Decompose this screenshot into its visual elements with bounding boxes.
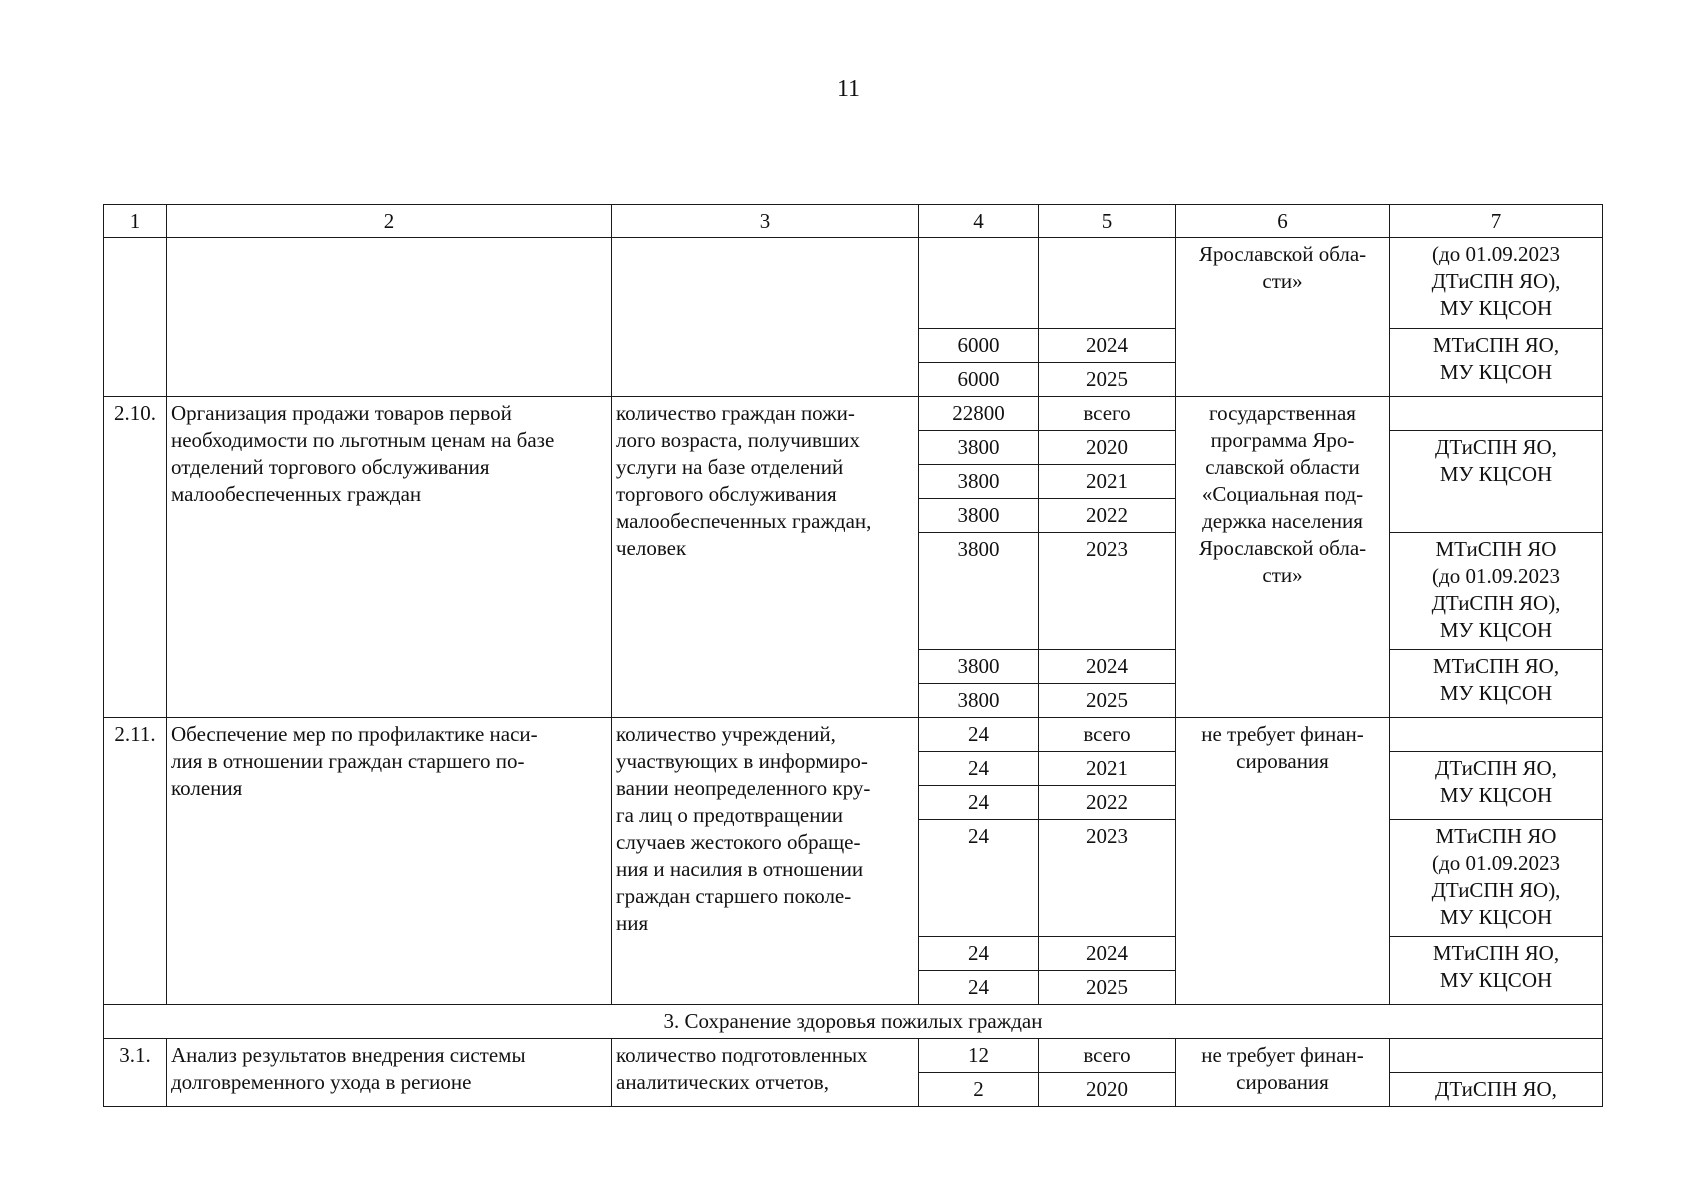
value-cell: 24 [919,752,1039,786]
year-cell: 2021 [1039,752,1176,786]
item-name-cell [167,238,612,397]
header-cell: 7 [1390,205,1603,238]
item-number-cell: 2.11. [104,718,167,1005]
value-cell: 3800 [919,684,1039,718]
executor-cell: ДТиСПН ЯО, [1390,1073,1603,1107]
year-cell: 2024 [1039,329,1176,363]
year-cell: 2021 [1039,465,1176,499]
header-cell: 3 [612,205,919,238]
value-cell: 24 [919,718,1039,752]
item-name-cell: Обеспечение мер по профилактике наси- лия в отношении граждан старшего по- коления [167,718,612,1005]
value-cell: 12 [919,1039,1039,1073]
item-name-cell: Организация продажи товаров первой необходимости по льготным ценам на базе отделений торгового обслуживания малообеспеченных граждан [167,397,612,718]
executor-cell: (до 01.09.2023 ДТиСПН ЯО), МУ КЦСОН [1390,238,1603,329]
item-name-cell: Анализ результатов внедрения системы долговременного ухода в регионе [167,1039,612,1107]
executor-cell: МТиСПН ЯО, МУ КЦСОН [1390,650,1603,718]
section-heading-row [104,1005,1603,1039]
year-cell: всего [1039,1039,1176,1073]
year-cell: 2022 [1039,786,1176,820]
value-cell: 22800 [919,397,1039,431]
year-cell: всего [1039,397,1176,431]
table-row [104,718,1603,752]
indicator-cell: количество учреждений, участвующих в информиро- вании неопределенного кру- га лиц о предотвращении случаев жестокого обраще- ния и насилия в отношении граждан старшего поколе- ния [612,718,919,1005]
executor-cell: МТиСПН ЯО (до 01.09.2023 ДТиСПН ЯО), МУ КЦСОН [1390,533,1603,650]
value-cell: 6000 [919,329,1039,363]
program-table [103,204,1603,1107]
item-number-cell: 2.10. [104,397,167,718]
value-cell: 3800 [919,499,1039,533]
value-cell: 24 [919,971,1039,1005]
executor-cell [1390,1039,1603,1073]
value-cell: 2 [919,1073,1039,1107]
year-cell: 2022 [1039,499,1176,533]
executor-cell [1390,397,1603,431]
value-cell: 24 [919,820,1039,937]
year-cell: 2025 [1039,684,1176,718]
header-cell: 4 [919,205,1039,238]
item-number-cell: 3.1. [104,1039,167,1107]
value-cell: 3800 [919,533,1039,650]
value-cell [919,238,1039,329]
funding-source-cell: не требует финан- сирования [1176,1039,1390,1107]
year-cell: 2025 [1039,971,1176,1005]
year-cell [1039,238,1176,329]
indicator-cell: количество граждан пожи- лого возраста, получивших услуги на базе отделений торгового обслуживания малообеспеченных граждан, человек [612,397,919,718]
page-number: 11 [836,76,861,102]
year-cell: 2020 [1039,431,1176,465]
indicator-cell [612,238,919,397]
executor-cell: МТиСПН ЯО, МУ КЦСОН [1390,329,1603,397]
funding-source-cell: государственная программа Яро- славской области «Социальная под- держка населения Ярославской обла- сти» [1176,397,1390,718]
value-cell: 3800 [919,431,1039,465]
year-cell: 2023 [1039,533,1176,650]
executor-cell: ДТиСПН ЯО, МУ КЦСОН [1390,431,1603,533]
value-cell: 3800 [919,650,1039,684]
value-cell: 24 [919,937,1039,971]
year-cell: 2025 [1039,363,1176,397]
table-row [104,397,1603,431]
year-cell: 2020 [1039,1073,1176,1107]
year-cell: 2023 [1039,820,1176,937]
header-row [104,205,1603,238]
executor-cell: МТиСПН ЯО (до 01.09.2023 ДТиСПН ЯО), МУ КЦСОН [1390,820,1603,937]
header-cell: 6 [1176,205,1390,238]
header-cell: 2 [167,205,612,238]
indicator-cell: количество подготовленных аналитических отчетов, [612,1039,919,1107]
year-cell: 2024 [1039,650,1176,684]
table-row [104,238,1603,329]
value-cell: 3800 [919,465,1039,499]
funding-source-cell: Ярославской обла- сти» [1176,238,1390,397]
executor-cell [1390,718,1603,752]
value-cell: 24 [919,786,1039,820]
executor-cell: МТиСПН ЯО, МУ КЦСОН [1390,937,1603,1005]
year-cell: всего [1039,718,1176,752]
header-cell: 5 [1039,205,1176,238]
funding-source-cell: не требует финан- сирования [1176,718,1390,1005]
header-cell: 1 [104,205,167,238]
section-title: 3. Сохранение здоровья пожилых граждан [104,1005,1603,1039]
value-cell: 6000 [919,363,1039,397]
year-cell: 2024 [1039,937,1176,971]
table-row [104,1039,1603,1073]
item-number-cell [104,238,167,397]
executor-cell: ДТиСПН ЯО, МУ КЦСОН [1390,752,1603,820]
